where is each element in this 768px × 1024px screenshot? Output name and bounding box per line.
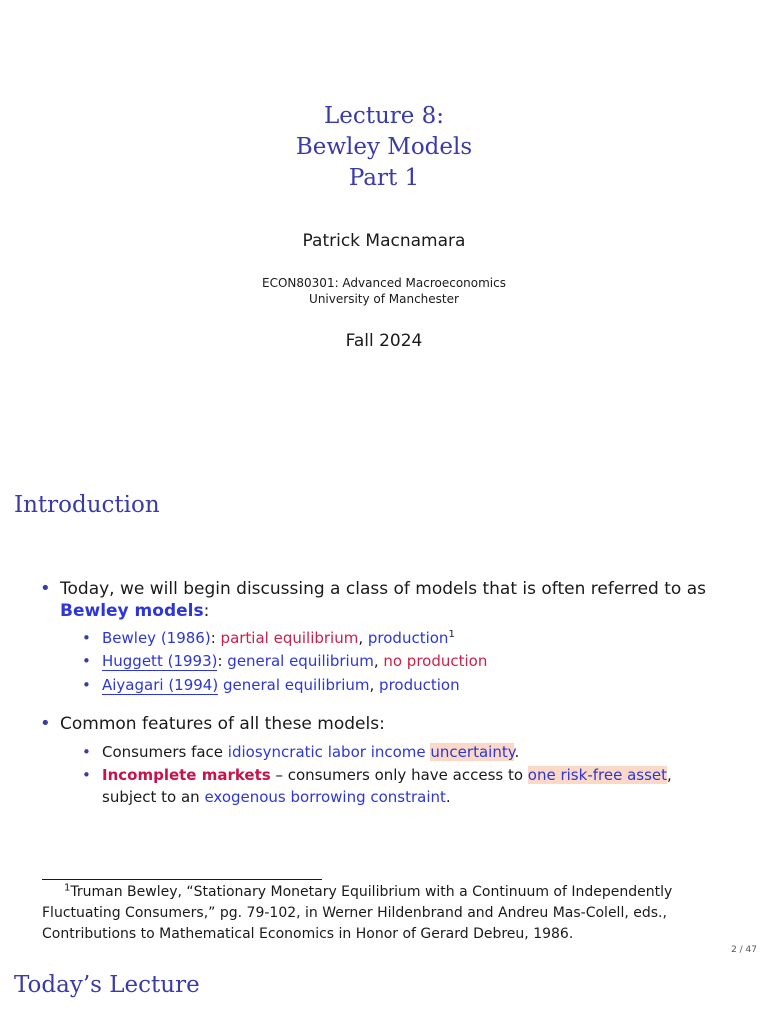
comma: , <box>667 766 672 784</box>
comma: , <box>358 629 368 647</box>
no-production-label: no production <box>383 652 488 670</box>
incomplete-markets-term: Incomplete markets <box>102 766 271 784</box>
lecture-title-line2: Bewley Models <box>295 134 473 160</box>
general-equilibrium-label: general equilibrium <box>222 676 370 694</box>
lecture-title-line3: Part 1 <box>348 165 420 191</box>
footnote <box>42 882 732 945</box>
production-label: production <box>379 676 460 694</box>
footnote-marker[interactable]: 1 <box>448 629 455 640</box>
course-name: ECON80301: Advanced Macroeconomics <box>262 276 506 290</box>
bullet-common-features <box>60 713 740 735</box>
institution-name: University of Manchester <box>309 292 459 306</box>
sub-bullet-income-uncertainty <box>102 741 742 763</box>
separator: : <box>210 629 221 647</box>
citation-link-aiyagari[interactable]: Aiyagari (1994) <box>102 676 219 694</box>
bullet-bewley-models <box>60 578 740 622</box>
author-name: Patrick Macnamara <box>302 231 466 251</box>
risk-free-asset-highlight: one risk-free asset <box>527 766 668 784</box>
bewley-models-term: Bewley models <box>60 601 204 621</box>
bullet-text: Today, we will begin discussing a class of models that is often referred to as <box>60 579 706 599</box>
general-equilibrium-label: general equilibrium <box>227 652 374 670</box>
slide-heading-todays-lecture: Today’s Lecture <box>14 972 200 998</box>
comma: , <box>369 676 380 694</box>
sub-bullet-incomplete-markets <box>102 764 742 808</box>
colon: : <box>203 601 210 621</box>
text-line2: subject to an <box>102 788 205 806</box>
lecture-title-line1: Lecture 8: <box>323 103 445 129</box>
citation-link-bewley[interactable]: Bewley (1986) <box>102 629 211 647</box>
footnote-number: 1 <box>64 882 71 894</box>
sub-bullet-aiyagari-1994 <box>102 674 742 696</box>
footnote-divider <box>42 879 322 880</box>
slide-heading-introduction: Introduction <box>14 492 160 518</box>
period: . <box>445 788 451 806</box>
separator: : <box>217 652 228 670</box>
idiosyncratic-income-label: idiosyncratic labor income <box>227 743 426 761</box>
borrowing-constraint-label: exogenous borrowing constraint <box>204 788 446 806</box>
citation-link-huggett[interactable]: Huggett (1993) <box>102 652 218 670</box>
sub-bullet-bewley-1986 <box>102 627 742 649</box>
footnote-line1: Truman Bewley, “Stationary Monetary Equilibrium with a Continuum of Independently <box>70 884 673 900</box>
bullet-text: Common features of all these models: <box>60 714 385 734</box>
comma: , <box>373 652 384 670</box>
text-mid: – consumers only have access to <box>270 766 528 784</box>
period: . <box>514 743 520 761</box>
term-label: Fall 2024 <box>345 331 423 351</box>
text-pre: Consumers face <box>102 743 228 761</box>
footnote-line3: Contributions to Mathematical Economics in Honor of Gerard Debreu, 1986. <box>42 926 574 942</box>
sub-bullet-huggett-1993 <box>102 650 742 672</box>
partial-equilibrium-label: partial equilibrium <box>220 629 359 647</box>
production-label: production <box>367 629 449 647</box>
uncertainty-highlight: uncertainty <box>430 743 515 761</box>
footnote-line2: Fluctuating Consumers,” pg. 79-102, in Werner Hildenbrand and Andreu Mas-Colell, eds., <box>42 905 667 921</box>
page-number: 2 / 47 <box>731 945 757 955</box>
